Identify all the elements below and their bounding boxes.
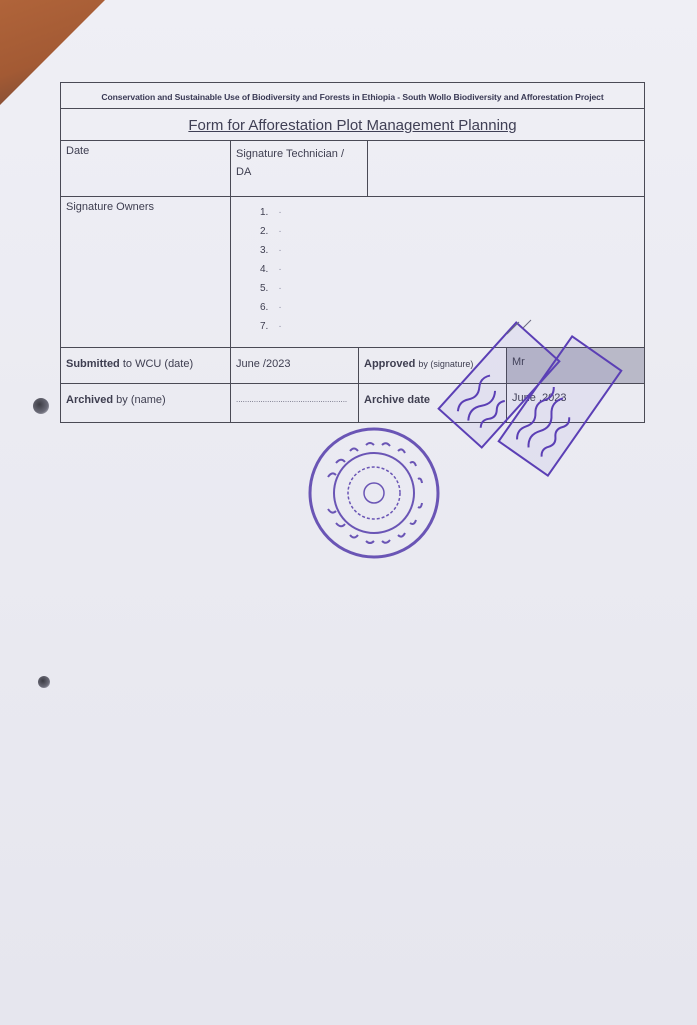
owner-number: 5. — [260, 283, 269, 294]
owner-number: 3. — [260, 245, 269, 256]
punch-hole-top — [33, 398, 49, 414]
owner-item: 6. · — [260, 298, 639, 317]
approved-value[interactable]: Mr — [507, 348, 644, 383]
archive-date-label: Archive date — [359, 384, 507, 422]
owner-number: 2. — [260, 226, 269, 237]
owner-item: 1. · — [260, 203, 639, 222]
archived-label-suffix: by (name) — [116, 394, 166, 406]
owners-list — [236, 201, 639, 336]
owner-item: 5. · — [260, 279, 639, 298]
owner-number: 4. — [260, 264, 269, 275]
archive-date-value[interactable]: June ,2023 — [512, 392, 567, 404]
owner-item: 2. · — [260, 222, 639, 241]
approved-label-bold: Approved — [364, 358, 416, 370]
approved-label-suffix: by (signature) — [418, 359, 474, 369]
submitted-value[interactable]: June /2023 — [231, 348, 359, 383]
date-row — [61, 141, 644, 197]
signature-technician-label: Signature Technician / DA — [231, 141, 368, 196]
date-label: Date — [61, 141, 231, 196]
owner-item: 4. · — [260, 260, 639, 279]
owner-item: 3. · — [260, 241, 639, 260]
project-header: Conservation and Sustainable Use of Biodiversity and Forests in Ethiopia - South Wollo Biodiversity and Afforestation Project — [101, 92, 604, 102]
owner-item: 7. · — [260, 317, 639, 336]
pen-mark-icon — [505, 318, 535, 338]
signature-technician-field[interactable] — [368, 141, 644, 196]
submitted-label-bold: Submitted — [66, 358, 120, 370]
form-title: Form for Afforestation Plot Management Planning — [188, 117, 517, 134]
archived-label — [61, 384, 231, 422]
owner-number: 6. — [260, 302, 269, 313]
title-row — [61, 109, 644, 141]
signature-owners-label: Signature Owners — [61, 197, 231, 347]
official-round-seal-icon — [306, 425, 442, 561]
project-header-row — [61, 83, 644, 109]
punch-hole-bottom — [38, 676, 50, 688]
archived-label-bold: Archived — [66, 394, 114, 406]
archived-value[interactable]: .................................................. — [231, 384, 359, 422]
submitted-label-suffix: to WCU (date) — [122, 358, 194, 370]
owner-number: 1. — [260, 207, 269, 218]
owner-number: 7. — [260, 321, 269, 332]
owners-row — [61, 197, 644, 348]
owners-signature-area[interactable] — [231, 197, 644, 347]
submitted-label — [61, 348, 231, 383]
